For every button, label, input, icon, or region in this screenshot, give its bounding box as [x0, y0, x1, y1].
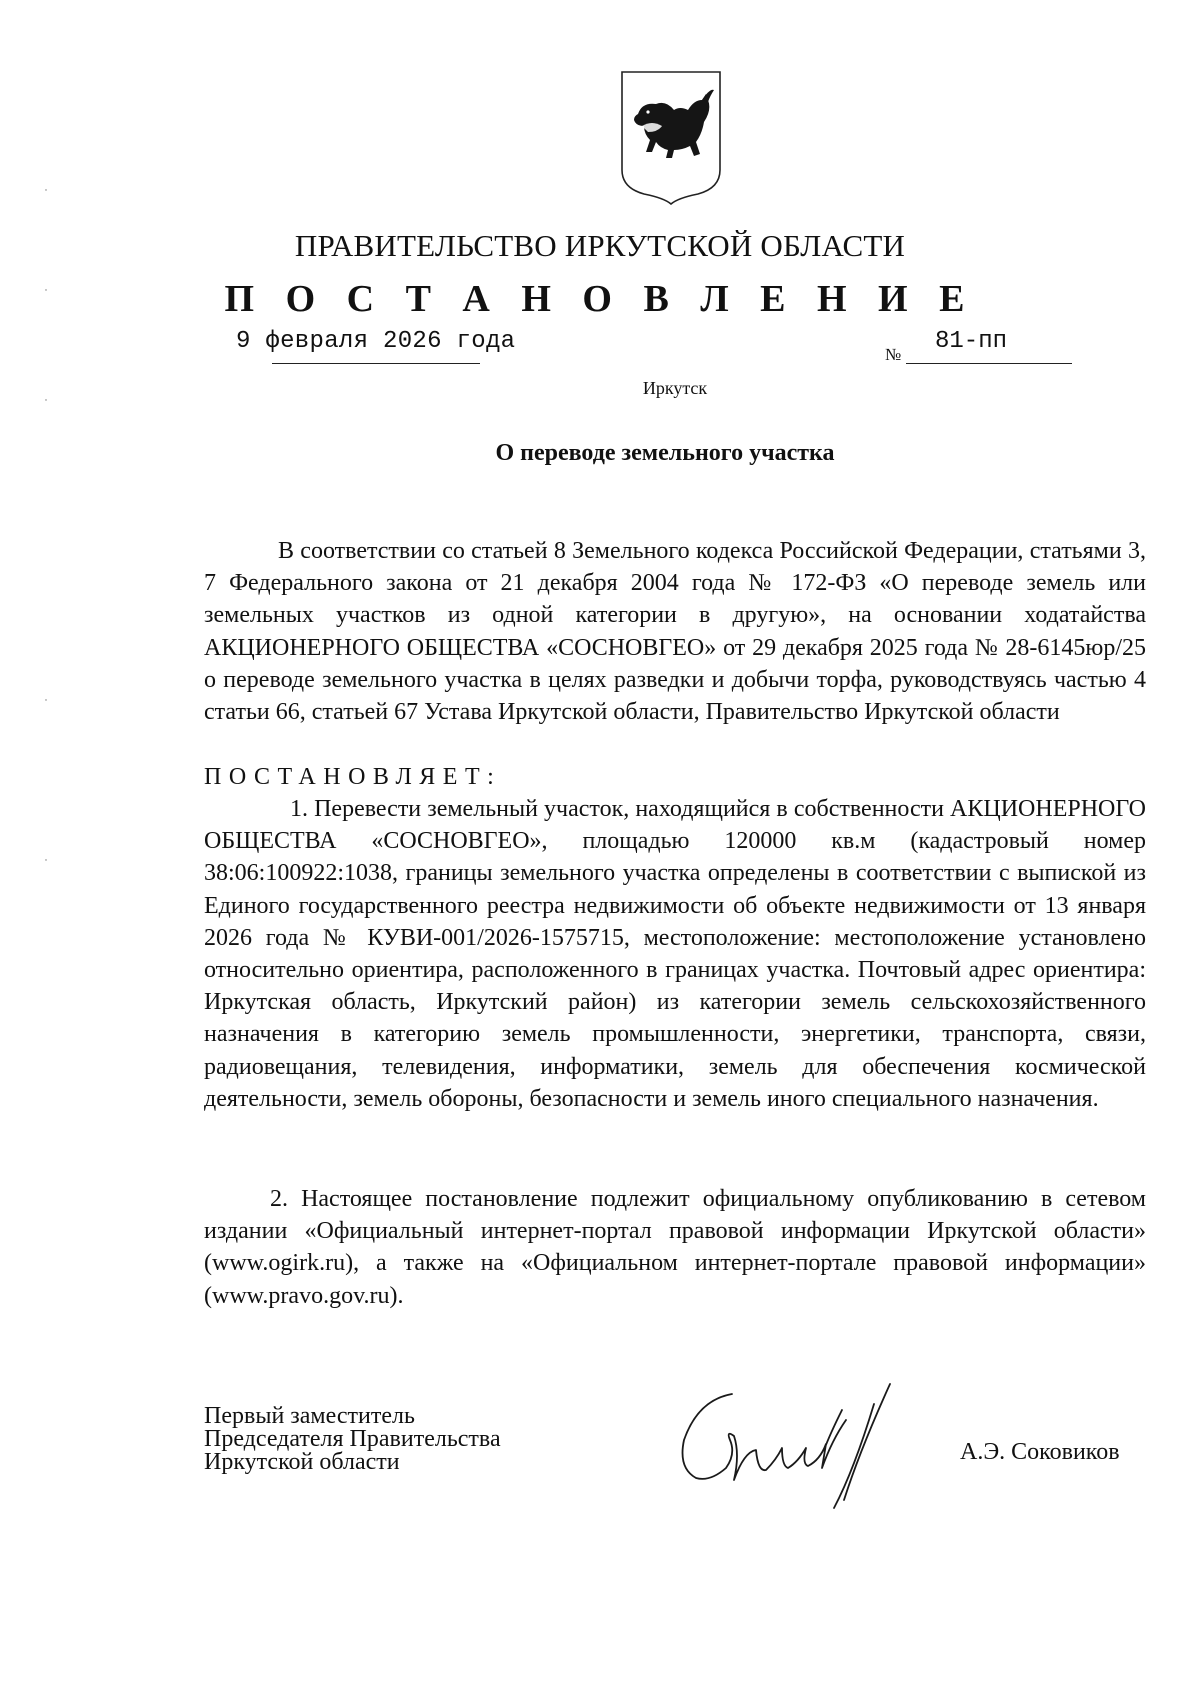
document-type-heading: П О С Т А Н О В Л Е Н И Е: [224, 278, 976, 320]
number-sign: №: [885, 345, 902, 364]
signer-position: [204, 1405, 501, 1474]
item-2-section: [204, 1183, 1146, 1312]
signee-name: А.Э. Соковиков: [960, 1439, 1120, 1465]
document-number: 81-пп: [935, 328, 1008, 355]
scan-artifact-marks: [40, 180, 52, 880]
item-2-paragraph: 2. Настоящее постановление подлежит официальному опубликованию в сетевом издании «Официальный интернет-портал правовой информации Иркутской области» (www.ogirk.ru), а также на «Официальном интернет-портале правовой информации» (www.pravo.gov.ru).: [204, 1186, 1146, 1309]
signature-image: [674, 1380, 906, 1512]
signer-position-line: Председателя Правительства: [204, 1426, 501, 1452]
number-underline: [906, 363, 1072, 364]
coat-of-arms-icon: [618, 70, 724, 206]
preamble-paragraph: В соответствии со статьей 8 Земельного кодекса Российской Федерации, статьями 3, 7 Федерального закона от 21 декабря 2004 года № 172-ФЗ «О переводе земель или земельных участков из одной категории в другую», на основании ходатайства АКЦИОНЕРНОГО ОБЩЕСТВА «СОСНОВГЕО» от 29 декабря 2025 года № 28-6145юр/25 о переводе земельного участка в целях разведки и добычи торфа, руководствуясь частью 4 статьи 66, статьей 67 Устава Иркутской области, Правительство Иркутской области: [204, 538, 1146, 726]
organization-name: ПРАВИТЕЛЬСТВО ИРКУТСКОЙ ОБЛАСТИ: [294, 228, 906, 263]
document-title: О переводе земельного участка: [495, 440, 835, 466]
signer-position-line: Первый заместитель: [204, 1403, 415, 1429]
city-name: Иркутск: [642, 378, 708, 398]
item-1-paragraph: 1. Перевести земельный участок, находящийся в собственности АКЦИОНЕРНОГО ОБЩЕСТВА «СОСНОВГЕО», площадью 120000 кв.м (кадастровый номер 38:06:100922:1038, границы земельного участка определены в соответствии с выпиской из Единого государственного реестра недвижимости об объекте недвижимости от 13 января 2026 года № КУВИ-001/2026-1575715, местоположение: местоположение установлено относительно ориентира, расположенного в границах участка. Почтовый адрес ориентира: Иркутская область, Иркутский район) из категории земель сельскохозяйственного назначения в категорию земель промышленности, энергетики, транспорта, связи, радиовещания, телевидения, информатики, земель для обеспечения космической деятельности, земель обороны, безопасности и земель иного специального назначения.: [204, 796, 1146, 1112]
decree-word: ПОСТАНОВЛЯЕТ:: [204, 764, 502, 790]
signer-position-line: Иркутской области: [204, 1449, 400, 1475]
preamble-section: [204, 535, 1146, 728]
item-1-section: [204, 793, 1146, 1115]
date-underline: [272, 363, 480, 364]
document-date: 9 февраля 2026 года: [236, 328, 516, 355]
